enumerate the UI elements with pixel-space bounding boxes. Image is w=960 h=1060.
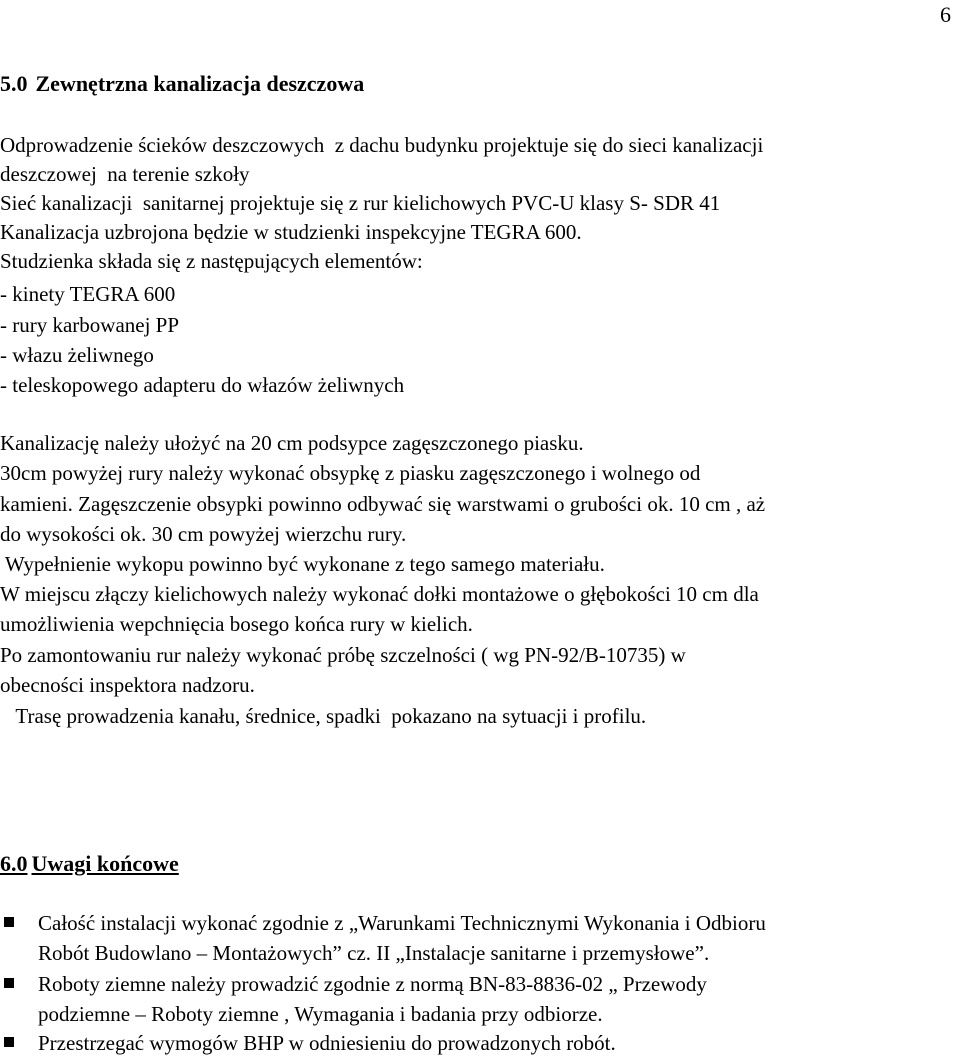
square-bullet-icon [4,917,14,927]
paragraph-line: Kanalizacja uzbrojona będzie w studzienki inspekcyjne TEGRA 600. [0,220,582,244]
list-item: - teleskopowego adapteru do włazów żeliwnych [0,373,405,397]
section-6-number: 6.0 [0,851,28,876]
paragraph-line: deszczowej na terenie szkoły [0,162,250,186]
paragraph-line: Trasę prowadzenia kanału, średnice, spadki pokazano na sytuacji i profilu. [0,704,647,728]
bullet-line: Przestrzegać wymogów BHP w odniesieniu do prowadzonych robót. [38,1031,616,1055]
paragraph-line: 30cm powyżej rury należy wykonać obsypkę z piasku zagęszczonego i wolnego od [0,461,701,485]
paragraph-line: Studzienka składa się z następujących elementów: [0,249,423,273]
section-6-heading [0,850,179,878]
paragraph-line: Po zamontowaniu rur należy wykonać próbę szczelności ( wg PN-92/B-10735) w [0,643,686,667]
list-item: - włazu żeliwnego [0,343,154,367]
section-5-title: Zewnętrzna kanalizacja deszczowa [35,71,365,96]
list-item: - rury karbowanej PP [0,313,180,337]
paragraph-line: W miejscu złączy kielichowych należy wykonać dołki montażowe o głębokości 10 cm dla [0,582,759,606]
bullet-line: Robót Budowlano – Montażowych” cz. II „Instalacje sanitarne i przemysłowe”. [38,941,710,965]
square-bullet-icon [4,978,14,988]
square-bullet-icon [4,1037,14,1047]
bullet-line: podziemne – Roboty ziemne , Wymagania i badania przy odbiorze. [38,1002,603,1026]
paragraph-line: Odprowadzenie ścieków deszczowych z dachu budynku projektuje się do sieci kanalizacji [0,133,764,157]
section-6-title: Uwagi końcowe [31,851,179,876]
paragraph-line: obecności inspektora nadzoru. [0,673,255,697]
bullet-line: Roboty ziemne należy prowadzić zgodnie z normą BN-83-8836-02 „ Przewody [38,972,707,996]
paragraph-line: Kanalizację należy ułożyć na 20 cm podsypce zagęszczonego piasku. [0,431,584,455]
section-5-number: 5.0 [0,71,28,96]
paragraph-line: Wypełnienie wykopu powinno być wykonane z tego samego materiału. [0,552,605,576]
paragraph-line: Sieć kanalizacji sanitarnej projektuje się z rur kielichowych PVC-U klasy S- SDR 41 [0,191,721,215]
section-5-heading [0,70,364,98]
list-item: - kinety TEGRA 600 [0,282,176,306]
paragraph-line: do wysokości ok. 30 cm powyżej wierzchu rury. [0,522,407,546]
paragraph-line: umożliwienia wepchnięcia bosego końca rury w kielich. [0,612,473,636]
page-number: 6 [940,2,951,27]
bullet-line: Całość instalacji wykonać zgodnie z „Warunkami Technicznymi Wykonania i Odbioru [38,911,766,935]
paragraph-line: kamieni. Zagęszczenie obsypki powinno odbywać się warstwami o grubości ok. 10 cm , aż [0,492,766,516]
